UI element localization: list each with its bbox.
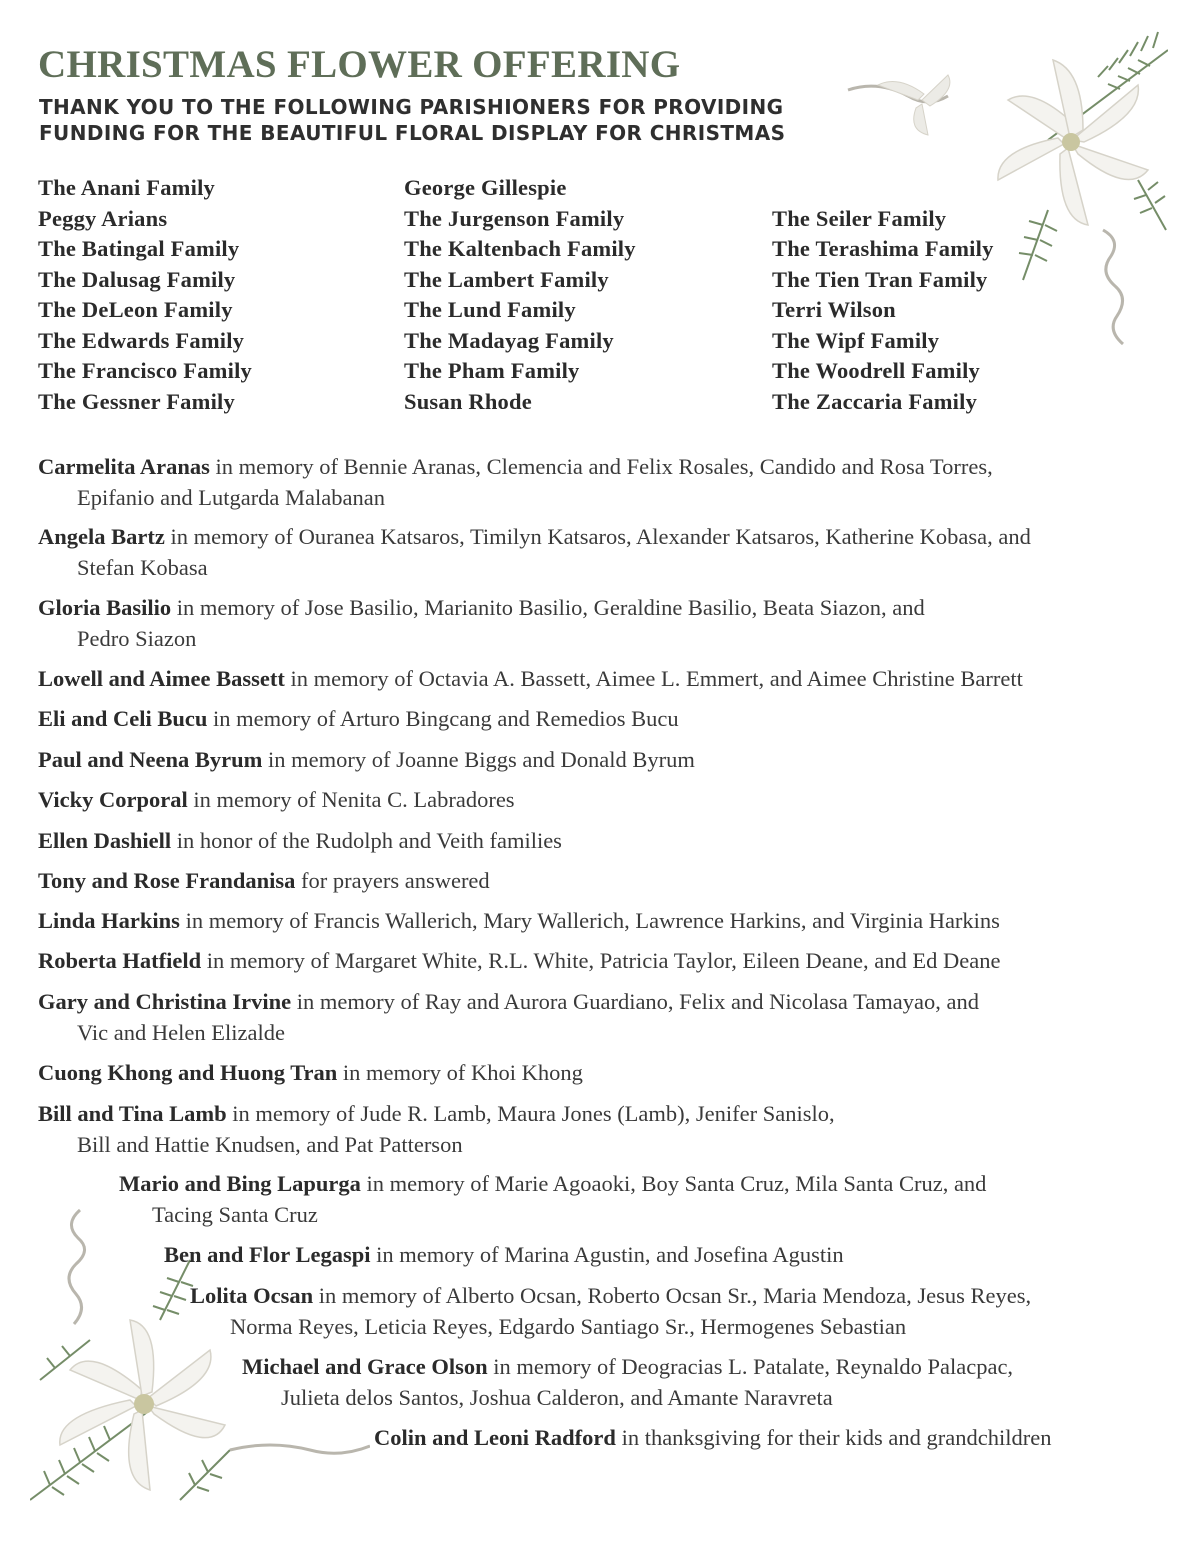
dedication-donor: Michael and Grace Olson [242,1354,488,1379]
donor-name: The Batingal Family [38,236,240,261]
donor-name: The Edwards Family [38,327,245,353]
donor-name: Terri Wilson [772,297,896,322]
dedication-entry [38,946,1000,977]
dedication-entry [242,1352,1013,1413]
dedication-donor: Paul and Neena Byrum [38,747,263,772]
donor-name: The Lund Family [404,297,576,322]
dedication-text: in memory of Jude R. Lamb, Maura Jones (Lamb), Jenifer Sanislo, [232,1101,835,1126]
dedication-text: in memory of Ouranea Katsaros, Timilyn Katsaros, Alexander Katsaros, Katherine Kobasa, and [170,524,1031,549]
page-subtitle: THANK YOU TO THE FOLLOWING PARISHIONERS FOR PROVIDING FUNDING FOR THE BEAUTIFUL FLORAL DISPLAY FOR CHRISTMAS [39,95,786,145]
dedication-entry [38,1099,835,1160]
dedication-donor: Eli and Celi Bucu [38,706,208,731]
dedication-donor: Angela Bartz [38,524,165,549]
dedication-continuation: Bill and Hattie Knudsen, and Pat Patterson [77,1131,463,1157]
dedication-text: in memory of Marina Agustin, and Josefina Agustin [376,1242,844,1267]
donor-name: The Francisco Family [38,358,252,383]
dedication-donor: Ellen Dashiell [38,828,172,853]
dedication-text: for prayers answered [301,868,490,893]
dedication-donor: Cuong Khong and Huong Tran [38,1060,338,1085]
dedication-text: in memory of Octavia A. Bassett, Aimee L. Emmert, and Aimee Christine Barrett [290,666,1023,691]
dedication-donor: Mario and Bing Lapurga [119,1171,361,1196]
dedication-entry [374,1423,1051,1454]
dedication-donor: Bill and Tina Lamb [38,1101,227,1126]
dedication-continuation: Tacing Santa Cruz [152,1201,318,1227]
dedication-donor: Carmelita Aranas [38,454,210,479]
donor-name: The Lambert Family [404,266,609,292]
dedication-text: in memory of Francis Wallerich, Mary Wallerich, Lawrence Harkins, and Virginia Harkins [185,908,1000,933]
dedication-donor: Lolita Ocsan [190,1283,314,1308]
donor-name: The Jurgenson Family [404,205,625,231]
donor-column-2 [404,173,636,417]
dedication-text: in memory of Khoi Khong [342,1060,583,1085]
dedication-text: in memory of Jose Basilio, Marianito Basilio, Geraldine Basilio, Beata Siazon, and [176,595,925,620]
dedication-entry [38,906,1000,937]
dedication-text: in memory of Joanne Biggs and Donald Byrum [268,747,695,772]
dedication-text: in honor of the Rudolph and Veith families [176,828,562,853]
dedication-entry [38,522,1031,583]
dedication-text: in thanksgiving for their kids and grandchildren [621,1425,1052,1450]
donor-name: The Pham Family [404,358,580,383]
donor-column-3 [772,204,994,418]
dedication-continuation: Stefan Kobasa [77,554,208,580]
dedication-donor: Vicky Corporal [38,787,188,812]
donor-name: The Zaccaria Family [772,388,978,414]
dedication-entry [38,987,979,1048]
donor-name: The Madayag Family [404,327,614,353]
donor-name: Peggy Arians [38,205,168,231]
dedication-entry [38,593,925,654]
dedication-text: in memory of Margaret White, R.L. White, Patricia Taylor, Eileen Deane, and Ed Deane [206,948,1001,973]
dedication-entry [38,826,562,857]
donor-name: The Gessner Family [38,388,235,414]
donor-name: The Tien Tran Family [772,266,988,292]
dedication-donor: Tony and Rose Frandanisa [38,868,296,893]
dedication-text: in memory of Nenita C. Labradores [193,787,515,812]
donor-name: The Wipf Family [772,327,940,353]
donor-column-1 [38,173,252,417]
dedication-entry [38,452,993,513]
dedication-entry [38,664,1023,695]
dedication-continuation: Epifanio and Lutgarda Malabanan [77,484,386,510]
dedication-text: in memory of Marie Agoaoki, Boy Santa Cruz, Mila Santa Cruz, and [366,1171,987,1196]
page-title: CHRISTMAS FLOWER OFFERING [38,43,681,86]
dedication-entry [38,785,515,816]
dedication-continuation: Vic and Helen Elizalde [77,1019,285,1045]
dedication-donor: Colin and Leoni Radford [374,1425,616,1450]
dedication-entry [38,866,490,897]
donor-name: The Kaltenbach Family [404,236,636,261]
dedication-text: in memory of Arturo Bingcang and Remedios Bucu [213,706,679,731]
donor-names-grid [38,173,1038,423]
dedication-entry [38,1058,583,1089]
dedication-donor: Gloria Basilio [38,595,172,620]
flower-center-icon [1062,133,1080,151]
dedication-entry [164,1240,844,1271]
donor-name: The Terashima Family [772,236,994,261]
dedication-donor: Gary and Christina Irvine [38,989,292,1014]
dedication-text: in memory of Alberto Ocsan, Roberto Ocsan Sr., Maria Mendoza, Jesus Reyes, [318,1283,1032,1308]
donor-name: The DeLeon Family [38,297,233,322]
dedication-continuation: Julieta delos Santos, Joshua Calderon, and Amante Naravreta [281,1384,833,1410]
dedication-text: in memory of Bennie Aranas, Clemencia and Felix Rosales, Candido and Rosa Torres, [215,454,993,479]
dedication-text: in memory of Deogracias L. Patalate, Reynaldo Palacpac, [493,1354,1014,1379]
dedication-text: in memory of Ray and Aurora Guardiano, Felix and Nicolasa Tamayao, and [296,989,979,1014]
dedication-continuation: Pedro Siazon [77,625,197,651]
dedication-donor: Lowell and Aimee Bassett [38,666,285,691]
dedication-continuation: Norma Reyes, Leticia Reyes, Edgardo Santiago Sr., Hermogenes Sebastian [230,1313,907,1339]
dedication-entry [38,704,679,735]
flower-center-icon [134,1394,154,1414]
dedication-donor: Linda Harkins [38,908,180,933]
donor-name: The Anani Family [38,175,215,200]
dedication-donor: Roberta Hatfield [38,948,202,973]
donor-name: The Woodrell Family [772,358,980,383]
dedication-entry [38,745,695,776]
dedication-entry [190,1281,1031,1342]
donor-name: The Seiler Family [772,205,947,231]
donor-name: George Gillespie [404,175,567,200]
donor-name: Susan Rhode [404,388,532,414]
dedication-donor: Ben and Flor Legaspi [164,1242,371,1267]
dedication-entry [119,1169,986,1230]
donor-name: The Dalusag Family [38,266,236,292]
